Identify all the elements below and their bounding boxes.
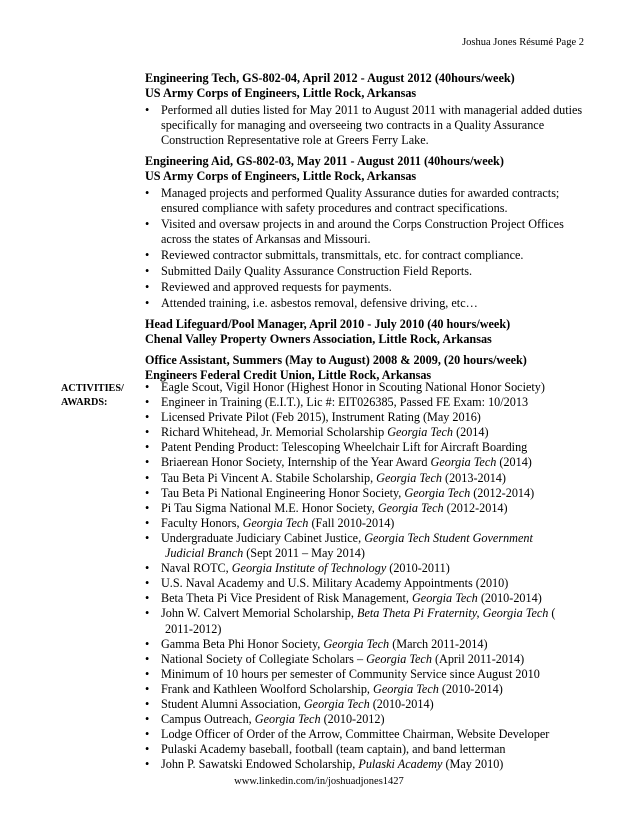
activity-text-pre: Undergraduate Judiciary Cabinet Justice, (161, 530, 365, 545)
job-bullet: • Performed all duties listed for May 2011 to August 2011 with managerial added duties specifically for managing and overseeing two contracts in a Quality Assurance Construction Representative role at Greers Ferry Lake. (145, 103, 585, 148)
activity-text-post: (2010-2014) (369, 696, 434, 711)
activity-text-pre: Tau Beta Pi National Engineering Honor Society, (161, 485, 405, 500)
job-bullets (145, 103, 585, 148)
activity-item (145, 561, 590, 576)
activity-item (145, 486, 590, 501)
activity-item (145, 757, 590, 772)
activity-text-em: Pulaski Academy (358, 757, 443, 772)
activity-text-em: Georgia Tech (303, 696, 370, 711)
activity-text-pre: Campus Outreach, (161, 712, 255, 727)
activity-item (145, 591, 590, 606)
page-footer: www.linkedin.com/in/joshuadjones1427 (234, 776, 404, 787)
activity-text-pre: Gamma Beta Phi Honor Society, (161, 636, 324, 651)
activity-text-pre: John P. Sawatski Endowed Scholarship, (161, 757, 359, 772)
activity-item (145, 606, 590, 621)
activity-item (145, 471, 590, 486)
activity-text-pre: Beta Theta Pi Vice President of Risk Management, (161, 591, 412, 606)
job-title: Engineering Tech, GS-802-04, April 2012 - August 2012 (40hours/week) (145, 71, 515, 85)
activity-text-em: Judicial Branch (165, 546, 244, 561)
job-org: Chenal Valley Property Owners Association, Little Rock, Arkansas (145, 332, 492, 346)
activity-text-post: (2014) (453, 425, 489, 440)
job-entry (145, 353, 585, 383)
job-title: Office Assistant, Summers (May to August) 2008 & 2009, (20 hours/week) (145, 353, 527, 367)
activity-text-pre: Frank and Kathleen Woolford Scholarship, (161, 681, 374, 696)
job-bullet: • Managed projects and performed Quality Assurance duties for awarded contracts; ensured compliance with safety procedures and contract specifications. (145, 186, 585, 216)
job-bullet: • Reviewed and approved requests for payments. (145, 280, 585, 295)
job-org: Engineers Federal Credit Union, Little Rock, Arkansas (145, 368, 432, 382)
activity-item-continued (145, 622, 590, 637)
activity-text-pre: Patent Pending Product: Telescoping Wheelchair Lift for Aircraft Boarding (161, 440, 528, 455)
job-bullet: • Attended training, i.e. asbestos removal, defensive driving, etc… (145, 296, 585, 311)
job-org: US Army Corps of Engineers, Little Rock, Arkansas (145, 86, 417, 100)
activity-text-em: Georgia Tech (242, 515, 309, 530)
activity-text-em: Georgia Tech (387, 425, 454, 440)
activity-text-post: (Fall 2010-2014) (308, 515, 395, 530)
page-header: Joshua Jones Résumé Page 2 (462, 37, 584, 48)
activity-text-pre: John W. Calvert Memorial Scholarship, (161, 606, 357, 621)
activity-text-pre: Lodge Officer of Order of the Arrow, Committee Chairman, Website Developer (161, 727, 550, 742)
activity-text-pre: Pulaski Academy baseball, football (team captain), and band letterman (161, 742, 506, 757)
activity-text-post: (2012-2014) (443, 500, 508, 515)
activity-item (145, 455, 590, 470)
activity-text-pre: Engineer in Training (E.I.T.), Lic #: EIT026385, Passed FE Exam: 10/2013 (161, 395, 529, 410)
activity-text-post: (2010-2014) (438, 681, 503, 696)
job-bullet: • Submitted Daily Quality Assurance Construction Field Reports. (145, 264, 585, 279)
activity-text-em: Georgia Tech (404, 485, 471, 500)
activity-text-pre: U.S. Naval Academy and U.S. Military Academy Appointments (2010) (161, 576, 509, 591)
activity-text-post: (2014) (496, 455, 532, 470)
activity-text-pre: Student Alumni Association, (161, 696, 304, 711)
activity-item (145, 712, 590, 727)
job-entry (145, 154, 585, 311)
activity-item (145, 652, 590, 667)
activity-text-post: (2010-2014) (477, 591, 542, 606)
activity-text-pre: Pi Tau Sigma National M.E. Honor Society, (161, 500, 378, 515)
activity-text-pre: Faculty Honors, (161, 515, 243, 530)
activity-item (145, 516, 590, 531)
activities-label (61, 382, 124, 409)
activity-text-post: (2010-2012) (320, 712, 385, 727)
activity-item (145, 440, 590, 455)
activity-text-em: Georgia Tech (377, 500, 444, 515)
activity-text-post: (2012-2014) (470, 485, 535, 500)
activity-text-em: Beta Theta Pi Fraternity, Georgia Tech (357, 606, 549, 621)
activity-text-em: Georgia Tech (373, 681, 439, 696)
activity-item (145, 637, 590, 652)
job-title: Head Lifeguard/Pool Manager, April 2010 - July 2010 (40 hours/week) (145, 317, 511, 331)
activity-text-em: Georgia Tech (430, 455, 497, 470)
activity-item (145, 576, 590, 591)
activity-item (145, 667, 590, 682)
activity-text-em: Georgia Tech (376, 470, 442, 485)
activity-text-pre: 2011-2012) (165, 621, 222, 636)
job-bullet: • Visited and oversaw projects in and around the Corps Construction Project Offices across the states of Arkansas and Missouri. (145, 217, 585, 247)
job-org: US Army Corps of Engineers, Little Rock, Arkansas (145, 169, 417, 183)
job-bullets (145, 186, 585, 311)
activity-text-pre: National Society of Collegiate Scholars – (161, 651, 367, 666)
activity-text-pre: Briaerean Honor Society, Internship of the Year Award (161, 455, 431, 470)
activity-text-em: Georgia Tech Student Government (364, 530, 533, 545)
activity-item (145, 380, 590, 395)
job-entry (145, 317, 585, 347)
activity-text-pre: Tau Beta Pi Vincent A. Stabile Scholarship, (161, 470, 377, 485)
activity-text-em: Georgia Tech (411, 591, 478, 606)
activity-text-post: (2013-2014) (441, 470, 506, 485)
activity-item-continued (145, 546, 590, 561)
activity-item (145, 425, 590, 440)
activity-item (145, 742, 590, 757)
job-bullet: • Reviewed contractor submittals, transmittals, etc. for contract compliance. (145, 248, 585, 263)
job-title: Engineering Aid, GS-802-03, May 2011 - August 2011 (40hours/week) (145, 154, 504, 168)
activities-label-line1: ACTIVITIES/ (61, 383, 124, 394)
activity-text-em: Georgia Tech (366, 651, 432, 666)
activity-text-post: (March 2011-2014) (389, 636, 488, 651)
activity-text-post: (April 2011-2014) (431, 651, 525, 666)
activity-text-post: (Sept 2011 – May 2014) (243, 546, 365, 561)
activity-item (145, 682, 590, 697)
activity-item (145, 395, 590, 410)
activity-item (145, 697, 590, 712)
activity-text-pre: Richard Whitehead, Jr. Memorial Scholarship (161, 425, 388, 440)
activity-item (145, 501, 590, 516)
activity-item (145, 727, 590, 742)
activity-text-pre: Licensed Private Pilot (Feb 2015), Instrument Rating (May 2016) (161, 410, 481, 425)
activity-text-em: Georgia Tech (254, 712, 321, 727)
activity-text-post: ( (548, 606, 556, 621)
activity-text-post: (May 2010) (442, 757, 504, 772)
activity-text-pre: Naval ROTC, (161, 561, 232, 576)
activity-text-pre: Eagle Scout, Vigil Honor (Highest Honor in Scouting National Honor Society) (161, 380, 545, 394)
activity-text-em: Georgia Institute of Technology (231, 561, 387, 576)
activity-item (145, 410, 590, 425)
activity-item (145, 531, 590, 546)
job-entry (145, 71, 585, 148)
activity-text-post: (2010-2011) (386, 561, 450, 576)
activities-label-line2: AWARDS: (61, 396, 108, 408)
activity-text-pre: Minimum of 10 hours per semester of Community Service since August 2010 (161, 666, 540, 681)
activity-text-em: Georgia Tech (323, 636, 390, 651)
activities-list (145, 380, 590, 772)
experience-section (145, 71, 585, 389)
